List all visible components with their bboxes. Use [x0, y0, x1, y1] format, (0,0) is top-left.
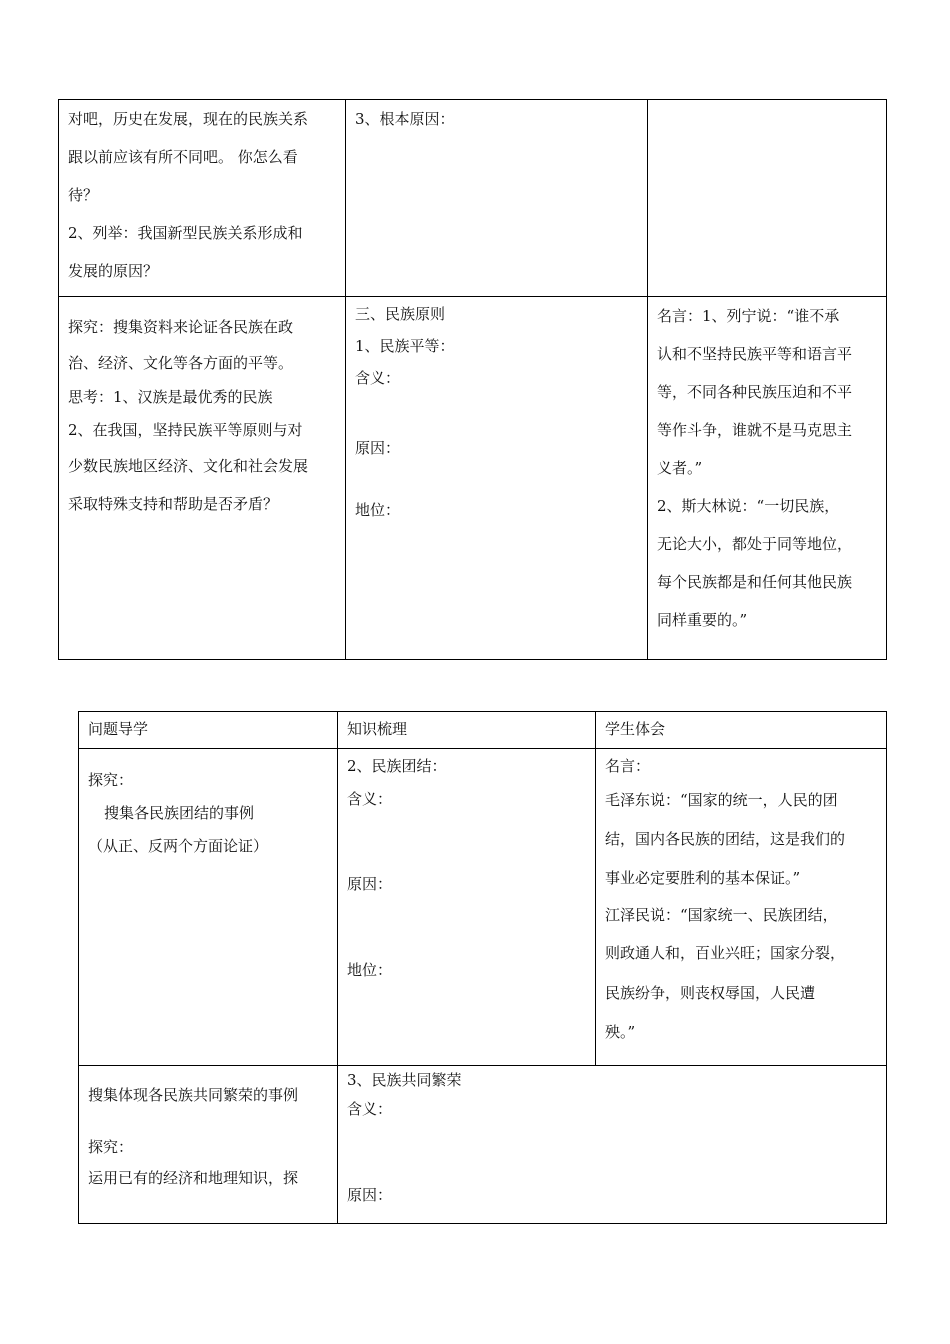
- cell-text: 3、民族共同繁荣: [347, 1071, 462, 1089]
- header-cell: [79, 712, 338, 749]
- cell-text: 思考：1、汉族是最优秀的民族: [68, 388, 273, 406]
- meaning-label: 含义：: [355, 369, 401, 387]
- cell-text: 发展的原因？: [68, 262, 159, 280]
- cell-text: 2、民族团结：: [347, 757, 447, 775]
- table-row: [79, 1066, 887, 1224]
- quote-text: 江泽民说：“国家统一、民族团结，: [605, 906, 838, 924]
- cell-text: 治、经济、文化等各方面的平等。: [68, 354, 294, 372]
- quote-text: 事业必定要胜利的基本保证。”: [605, 869, 801, 887]
- cell-text: 2、在我国，坚持民族平等原则与对: [68, 421, 303, 439]
- meaning-label: 含义：: [347, 1100, 393, 1118]
- explore-label: 探究：: [88, 1138, 134, 1156]
- quote-text: 认和不坚持民族平等和语言平: [657, 345, 853, 363]
- table-cell: [648, 100, 887, 297]
- table-row: [59, 100, 887, 297]
- quote-text: 每个民族都是和任何其他民族: [657, 573, 853, 591]
- quote-text: 等，不同各种民族压迫和不平: [657, 383, 853, 401]
- cell-text: 待？: [68, 186, 99, 204]
- quote-text: 名言：1、列宁说：“谁不承: [657, 307, 840, 325]
- explore-label: 探究：: [88, 771, 134, 789]
- cell-text: 少数民族地区经济、文化和社会发展: [68, 457, 309, 475]
- quote-text: 无论大小，都处于同等地位，: [657, 535, 853, 553]
- quote-text: 则政通人和，百业兴旺；国家分裂，: [605, 944, 846, 962]
- cell-text: 采取特殊支持和帮助是否矛盾？: [68, 495, 279, 513]
- status-label: 地位：: [347, 961, 393, 979]
- cell-text: 运用已有的经济和地理知识，探: [88, 1169, 299, 1187]
- table-cell: [596, 749, 887, 1066]
- quote-text: 民族纷争，则丧权辱国，人民遭: [605, 984, 816, 1002]
- meaning-label: 含义：: [347, 790, 393, 808]
- table-cell: [338, 1066, 887, 1224]
- table-lower: [78, 711, 887, 1224]
- cell-text: 3、根本原因：: [355, 110, 455, 128]
- cell-text: 2、列举：我国新型民族关系形成和: [68, 224, 303, 242]
- cell-text: 探究：搜集资料来论证各民族在政: [68, 318, 294, 336]
- cell-text: 搜集各民族团结的事例: [104, 804, 255, 822]
- table-upper: [58, 99, 887, 660]
- quote-text: 同样重要的。”: [657, 611, 748, 629]
- reason-label: 原因：: [355, 439, 401, 457]
- quote-text: 义者。”: [657, 459, 703, 477]
- table-row: [59, 297, 887, 660]
- quote-text: 2、斯大林说：“一切民族，: [657, 497, 840, 515]
- cell-text: 跟以前应该有所不同吧。 你怎么看: [68, 148, 298, 166]
- table-cell: [59, 297, 346, 660]
- cell-text: 1、民族平等：: [355, 337, 455, 355]
- header-experience: 学生体会: [605, 720, 666, 738]
- table-row: [79, 749, 887, 1066]
- reason-label: 原因：: [347, 875, 393, 893]
- cell-text: （从正、反两个方面论证）: [88, 837, 269, 855]
- table-cell: [79, 1066, 338, 1224]
- section-heading: 三、民族原则: [355, 305, 446, 323]
- table-cell: [346, 100, 648, 297]
- table-cell: [59, 100, 346, 297]
- table-cell: [79, 749, 338, 1066]
- header-cell: [596, 712, 887, 749]
- quote-text: 结，国内各民族的团结，这是我们的: [605, 830, 846, 848]
- table-cell: [648, 297, 887, 660]
- cell-text: 搜集体现各民族共同繁荣的事例: [88, 1086, 299, 1104]
- table-cell: [338, 749, 596, 1066]
- quote-text: 毛泽东说：“国家的统一，人民的团: [605, 791, 838, 809]
- quote-text: 等作斗争，谁就不是马克思主: [657, 421, 853, 439]
- header-question-guide: 问题导学: [88, 720, 149, 738]
- table-header-row: [79, 712, 887, 749]
- header-knowledge: 知识梳理: [347, 720, 408, 738]
- cell-text: 对吧，历史在发展，现在的民族关系: [68, 110, 309, 128]
- quote-text: 殃。”: [605, 1023, 636, 1041]
- quote-text: 名言：: [605, 757, 651, 775]
- table-cell: [346, 297, 648, 660]
- header-cell: [338, 712, 596, 749]
- status-label: 地位：: [355, 501, 401, 519]
- reason-label: 原因：: [347, 1186, 393, 1204]
